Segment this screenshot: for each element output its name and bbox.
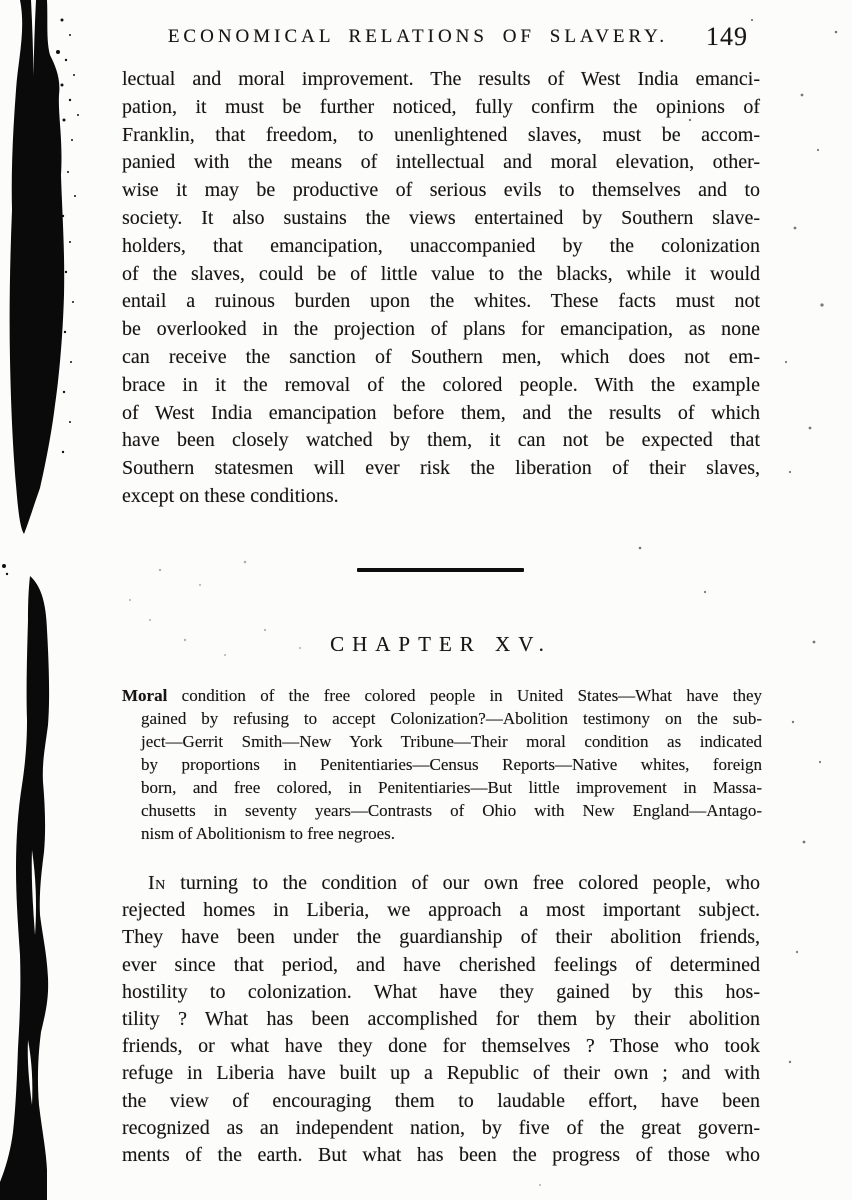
synopsis-line: nism of Abolitionism to free negroes.	[141, 824, 396, 843]
section-divider-rule	[357, 568, 524, 572]
text-line: wise it may be productive of serious evils to themselves and to	[122, 179, 760, 202]
running-head-title: ECONOMICAL RELATIONS OF SLAVERY.	[167, 26, 669, 47]
text-line: friends, or what have they done for themselves ? Those who took	[122, 1035, 760, 1058]
opening-first-line-text: turning to the condition of our own free colored people, who	[180, 872, 761, 894]
text-line: hostility to colonization. What have they gained by this hos-	[122, 980, 760, 1003]
text-line: panied with the means of intellectual and moral elevation, other-	[122, 151, 760, 174]
synopsis-line: ject—Gerrit Smith—New York Tribune—Their moral condition as indicated	[141, 732, 762, 751]
chapter-synopsis	[122, 684, 762, 845]
synopsis-first-line-text: condition of the free colored people in United States—What have they	[181, 686, 762, 705]
text-line: ever since that period, and have cherished feelings of determined	[122, 953, 760, 976]
text-line: can receive the sanction of Southern men, which does not em-	[122, 345, 760, 368]
synopsis-first-line	[122, 684, 762, 707]
text-line: of the slaves, could be of little value to the blacks, while it would	[122, 262, 760, 285]
synopsis-line: gained by refusing to accept Colonization?—Abolition testimony on the sub-	[141, 709, 762, 728]
text-line: holders, that emancipation, unaccompanied by the colonization	[122, 234, 760, 257]
paragraph-opening	[122, 870, 760, 1169]
synopsis-line: by proportions in Penitentiaries—Census Reports—Native whites, foreign	[141, 755, 762, 774]
text-line: pation, it must be further noticed, fully confirm the opinions of	[122, 95, 760, 118]
text-line: Southern statesmen will ever risk the liberation of their slaves,	[122, 457, 760, 480]
text-line: except on these conditions.	[122, 484, 339, 507]
chapter-heading: CHAPTER XV.	[330, 632, 552, 656]
text-line: society. It also sustains the views entertained by Southern slave-	[122, 206, 760, 229]
text-line: the view of encouraging them to laudable effort, have been	[122, 1089, 760, 1112]
text-line: have been closely watched by them, it can not be expected that	[122, 429, 760, 452]
paragraph-continuation	[122, 66, 760, 511]
text-line: brace in it the removal of the colored people. With the example	[122, 373, 760, 396]
text-line: refuge in Liberia have built up a Republic of their own ; and with	[122, 1062, 760, 1085]
text-line: rejected homes in Liberia, we approach a most important subject.	[122, 899, 760, 922]
text-line: Franklin, that freedom, to unenlightened slaves, must be accom-	[122, 123, 760, 146]
synopsis-lead-word: Moral	[122, 686, 168, 705]
opening-first-line	[122, 870, 760, 897]
text-line: tility ? What has been accomplished for them by their abolition	[122, 1008, 760, 1031]
text-line: They have been under the guardianship of their abolition friends,	[122, 926, 760, 949]
text-line: entail a ruinous burden upon the whites. These facts must not	[122, 290, 760, 313]
text-line: be overlooked in the projection of plans for emancipation, as none	[122, 318, 760, 341]
small-caps-lead-word: In	[148, 872, 166, 894]
text-line: ments of the earth. But what has been the progress of those who	[122, 1144, 760, 1167]
synopsis-line: born, and free colored, in Penitentiaries—But little improvement in Massa-	[141, 778, 762, 797]
text-line: lectual and moral improvement. The results of West India emanci-	[122, 68, 760, 90]
text-line: of West India emancipation before them, and the results of which	[122, 401, 760, 424]
synopsis-line: chusetts in seventy years—Contrasts of Ohio with New England—Antago-	[141, 801, 762, 820]
page-number: 149	[706, 22, 748, 51]
text-line: recognized as an independent nation, by five of the great govern-	[122, 1116, 760, 1139]
